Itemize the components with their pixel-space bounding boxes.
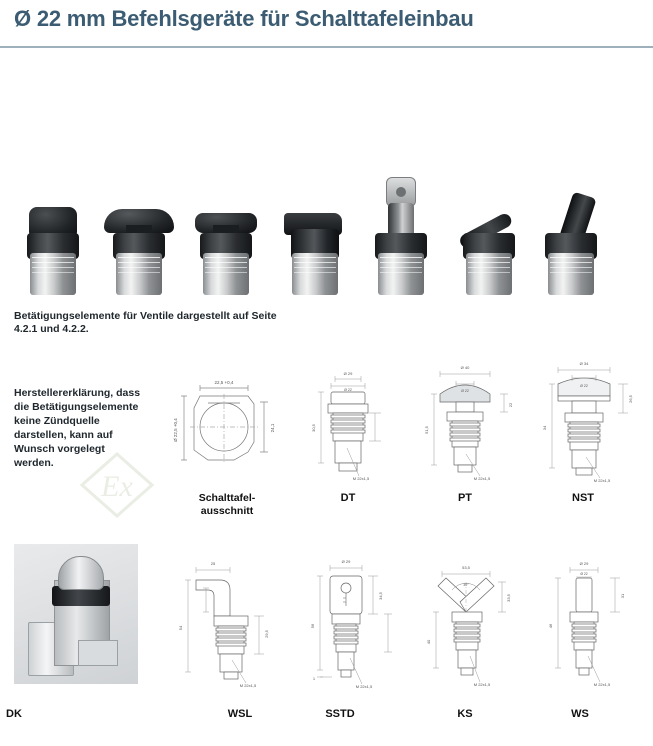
svg-text:30°: 30° [463,583,469,587]
metal-ring [30,253,76,295]
svg-text:40: 40 [426,639,431,645]
drawing-label-panel-cutout: Schalttafel- ausschnitt [198,492,256,517]
svg-text:54: 54 [178,625,183,631]
svg-text:33,5: 33,5 [506,594,511,602]
svg-text:53,5: 53,5 [462,565,470,570]
key-barrel [388,203,414,237]
device-photo-pilztaster-flach [186,190,266,295]
svg-text:22: 22 [508,402,513,408]
svg-text:51,5: 51,5 [424,426,429,434]
drawing-ws [530,556,638,696]
photo-dk [14,544,138,684]
svg-text:Ø 29: Ø 29 [341,559,351,564]
svg-text:30,5: 30,5 [311,424,316,432]
drawing-label-dk: DK [6,708,22,720]
svg-text:31: 31 [620,593,625,599]
svg-text:Ø 22: Ø 22 [461,389,469,393]
svg-text:34,5: 34,5 [378,592,383,600]
svg-text:1: 1 [312,676,316,681]
svg-text:Ø 34: Ø 34 [579,361,589,366]
drawing-ks [412,556,520,696]
svg-text:34: 34 [542,425,547,431]
svg-text:M 22x1,5: M 22x1,5 [355,684,373,689]
drawing-wsl [168,556,280,696]
device-photo-drucktaster-flach [14,205,92,295]
svg-text:M 22x1,5: M 22x1,5 [473,682,491,687]
drawing-label-wsl: WSL [227,708,253,720]
drawing-label-dt: DT [340,492,356,504]
metal-ring [203,253,249,295]
drawing-dt [295,370,401,486]
svg-text:Ø 40: Ø 40 [460,365,470,370]
title-divider [0,46,653,48]
device-photo-wahlschalter-hebel [272,185,358,295]
svg-text:56: 56 [310,623,315,629]
svg-text:Ø 22,5 +0,4: Ø 22,5 +0,4 [173,418,178,442]
svg-text:M 22x1,5: M 22x1,5 [593,682,611,687]
svg-text:M 22x1,5: M 22x1,5 [473,476,491,481]
device-photo-schluesselschalter [362,155,440,295]
svg-text:26,5: 26,5 [628,395,633,403]
svg-text:24,1: 24,1 [270,423,275,433]
product-photo-strip [0,130,653,295]
svg-text:46: 46 [548,623,553,629]
svg-text:M 22x1,5: M 22x1,5 [352,476,370,481]
svg-text:Ø 22: Ø 22 [344,388,352,392]
metal-ring [466,253,512,295]
metal-ring [378,253,424,295]
svg-text:Ø 29: Ø 29 [579,561,589,566]
svg-text:Ø 22: Ø 22 [580,384,588,388]
device-photo-knebelschalter-schraeg [448,190,530,295]
drawing-panel-cutout [168,372,286,490]
strip-caption: Betätigungselemente für Ventile dargestellt auf Seite 4.2.1 und 4.2.2. [14,310,277,335]
svg-text:M 22x1,5: M 22x1,5 [239,683,257,688]
metal-ring [116,253,162,295]
drawing-nst [530,358,638,486]
svg-text:29,5: 29,5 [264,630,269,638]
svg-text:Ø 29: Ø 29 [343,371,353,376]
drawing-label-nst: NST [572,492,594,504]
svg-text:Ø 22: Ø 22 [580,572,588,576]
drawing-label-pt: PT [457,492,473,504]
metal-ring [292,253,338,295]
metal-ring [548,253,594,295]
label-plate [78,640,118,666]
drawing-sstd [292,556,400,696]
svg-text:Ex: Ex [101,470,133,503]
page-title: Ø 22 mm Befehlsgeräte für Schalttafeleinbau [14,6,474,31]
manufacturer-note: Herstellererklärung, dass die Betätigungselemente keine Zündquelle darstellen, kann auf Wunsch vorgelegt werden. [14,387,141,469]
metal-dome [58,556,104,590]
drawing-label-ks: KS [457,708,473,720]
drawing-label-ws: WS [571,708,589,720]
device-photo-knebelschalter [530,185,612,295]
drawing-pt [412,362,518,486]
drawing-label-sstd: SSTD [325,708,355,720]
svg-text:25: 25 [210,561,216,566]
ex-logo-icon [80,452,154,518]
svg-text:22,5 +0,4: 22,5 +0,4 [214,380,234,385]
svg-text:M 22x1,5: M 22x1,5 [593,478,611,483]
device-photo-pilztaster [96,185,182,295]
